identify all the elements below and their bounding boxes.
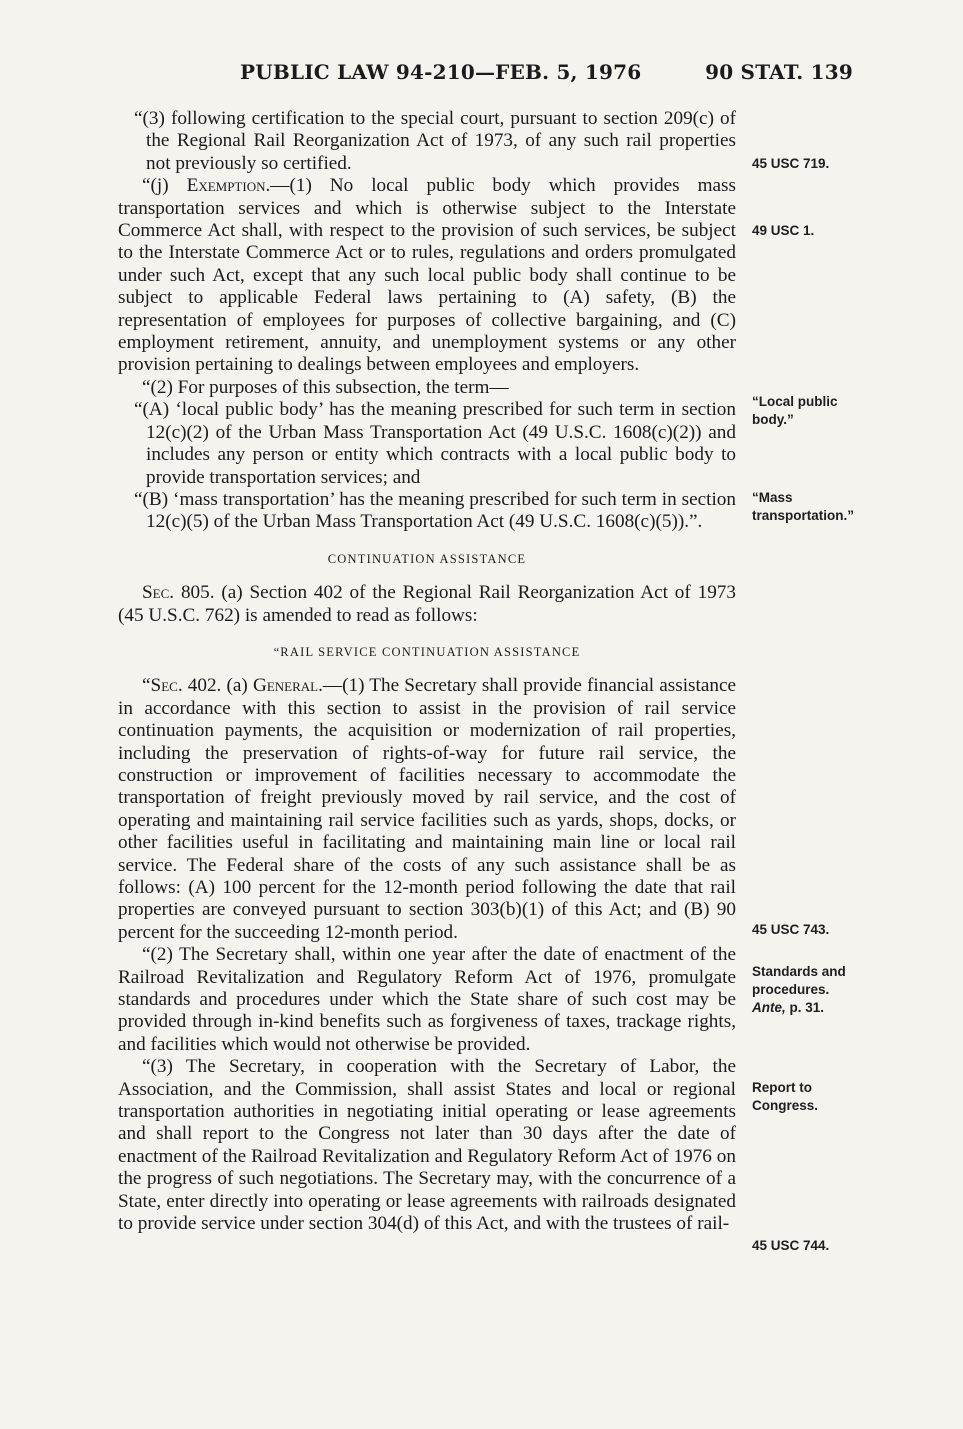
- section-402-body: —(1) The Secretary shall provide financial assistance in accordance with this section to assist in the provision of rail service continuation payments, the acquisition or modernization of rail properties, including the preservation of rights-of-way for future rail service, the construction or improvement of facilities necessary to accommodate the transportation of freight previously moved by rail service, and the cost of operating and maintaining rail service facilities such as yards, shops, docks, or other facilities useful in facilitating and maintaining main line or local rail service. The Federal share of the costs of any such assistance shall be as follows: (A) 100 percent for the 12-month period following the date that rail properties are conveyed pursuant to section 303(b)(1) of this Act; and (B) 90 percent for the succeeding 12-month period.: [118, 675, 736, 943]
- margin-note-local-public-body: “Local public body.”: [752, 394, 838, 427]
- margin-note-mass-transportation: “Mass transportation.”: [752, 490, 855, 523]
- section-402-lead: “: [142, 675, 151, 697]
- paragraph-j-heading: Exemption.: [186, 175, 271, 197]
- paragraph-a-local-public-body: “(A) ‘local public body’ has the meaning prescribed for such term in section 12(c)(2) of the Urban Mass Transportation Act (49 U.S.C. 1608(c)(2)) and includes any person or entity which contracts with a local public body to provide transportation services; and: [134, 399, 736, 488]
- section-heading-continuation-assistance: CONTINUATION ASSISTANCE: [327, 551, 527, 566]
- margin-note-standards-label: Standards and procedures.: [752, 964, 846, 997]
- margin-note-report-to-congress: Report to Congress.: [752, 1080, 819, 1113]
- page-header: [0, 60, 963, 90]
- paragraph-j-text: —(1) No local public body which provides mass transportation services and which is otherwise subject to the Interstate Commerce Act shall, with respect to the provision of such services, be subject to the Interstate Commerce Act or to rules, regulations and orders promulgated under such Act, except that any such local public body shall continue to be subject to applicable Federal laws pertaining to (A) safety, (B) the representation of employees for purposes of collective bargaining, and (C) employment retirement, annuity, and unemployment systems or any other provision pertaining to dealings between employees and employers.: [118, 175, 736, 376]
- margin-note-45-usc-743: 45 USC 743.: [752, 922, 830, 937]
- paragraph-j-lead: “(j): [142, 175, 187, 197]
- paragraph-b-mass-transportation: “(B) ‘mass transportation’ has the meaning prescribed for such term in section 12(c)(5) of the Urban Mass Transportation Act (49 U.S.C. 1608(c)(5)).”.: [134, 488, 736, 533]
- paragraph-3-certification: “(3) following certification to the special court, pursuant to section 209(c) of the Regional Rail Reorganization Act of 1973, of any such rail properties not previously so certified.: [134, 108, 736, 174]
- margin-note-ante-ref: [752, 999, 862, 1017]
- section-402-number: 402. (a): [182, 675, 253, 697]
- section-402-general-heading: General.: [252, 675, 323, 697]
- header-title: PUBLIC LAW 94-210—FEB. 5, 1976: [240, 60, 642, 84]
- margin-note-45-usc-719: 45 USC 719.: [752, 156, 830, 171]
- margin-note-ante-page: p. 31.: [785, 1000, 825, 1015]
- margin-note-49-usc-1: 49 USC 1.: [752, 223, 815, 238]
- section-805-text: [118, 582, 736, 627]
- margin-note-ante-italic: Ante,: [752, 1000, 786, 1015]
- main-text-column: [118, 108, 736, 1236]
- statute-page-number: 90 STAT. 139: [705, 60, 853, 84]
- margin-note-45-usc-744: 45 USC 744.: [752, 1238, 830, 1253]
- paragraph-2-definitions: “(2) For purposes of this subsection, the term—: [142, 376, 509, 398]
- section-heading-rail-service: “RAIL SERVICE CONTINUATION ASSISTANCE: [273, 644, 581, 659]
- section-402-a2-text: “(2) The Secretary shall, within one year after the date of enactment of the Railroad Revitalization and Regulatory Reform Act of 1976, promulgate standards and procedures under which the State share of such cost may be provided through in-kind benefits such as forgiveness of taxes, trackage rights, and facilities which would not otherwise be provided.: [118, 944, 736, 1055]
- section-805-label: Sec.: [142, 582, 175, 604]
- section-805-body: 805. (a) Section 402 of the Regional Rail Reorganization Act of 1973 (45 U.S.C. 762) is amended to read as follows:: [118, 582, 736, 626]
- paragraph-j-exemption: [118, 175, 736, 377]
- section-402-a3-text: “(3) The Secretary, in cooperation with the Secretary of Labor, the Association, and the Commission, shall assist States and local or regional transportation authorities in negotiating initial operating or lease agreements and shall report to the Congress not later than 30 days after the date of enactment of the Railroad Revitalization and Regulatory Reform Act of 1976 on the progress of such negotiations. The Secretary may, with the concurrence of a State, enter directly into operating or lease agreements with railroads designated to provide service under section 304(d) of this Act, and with the trustees of rail-: [118, 1056, 736, 1235]
- section-402-a-text: [118, 675, 736, 944]
- section-402-label: Sec.: [150, 675, 183, 697]
- margin-note-standards-procedures: [752, 963, 862, 1017]
